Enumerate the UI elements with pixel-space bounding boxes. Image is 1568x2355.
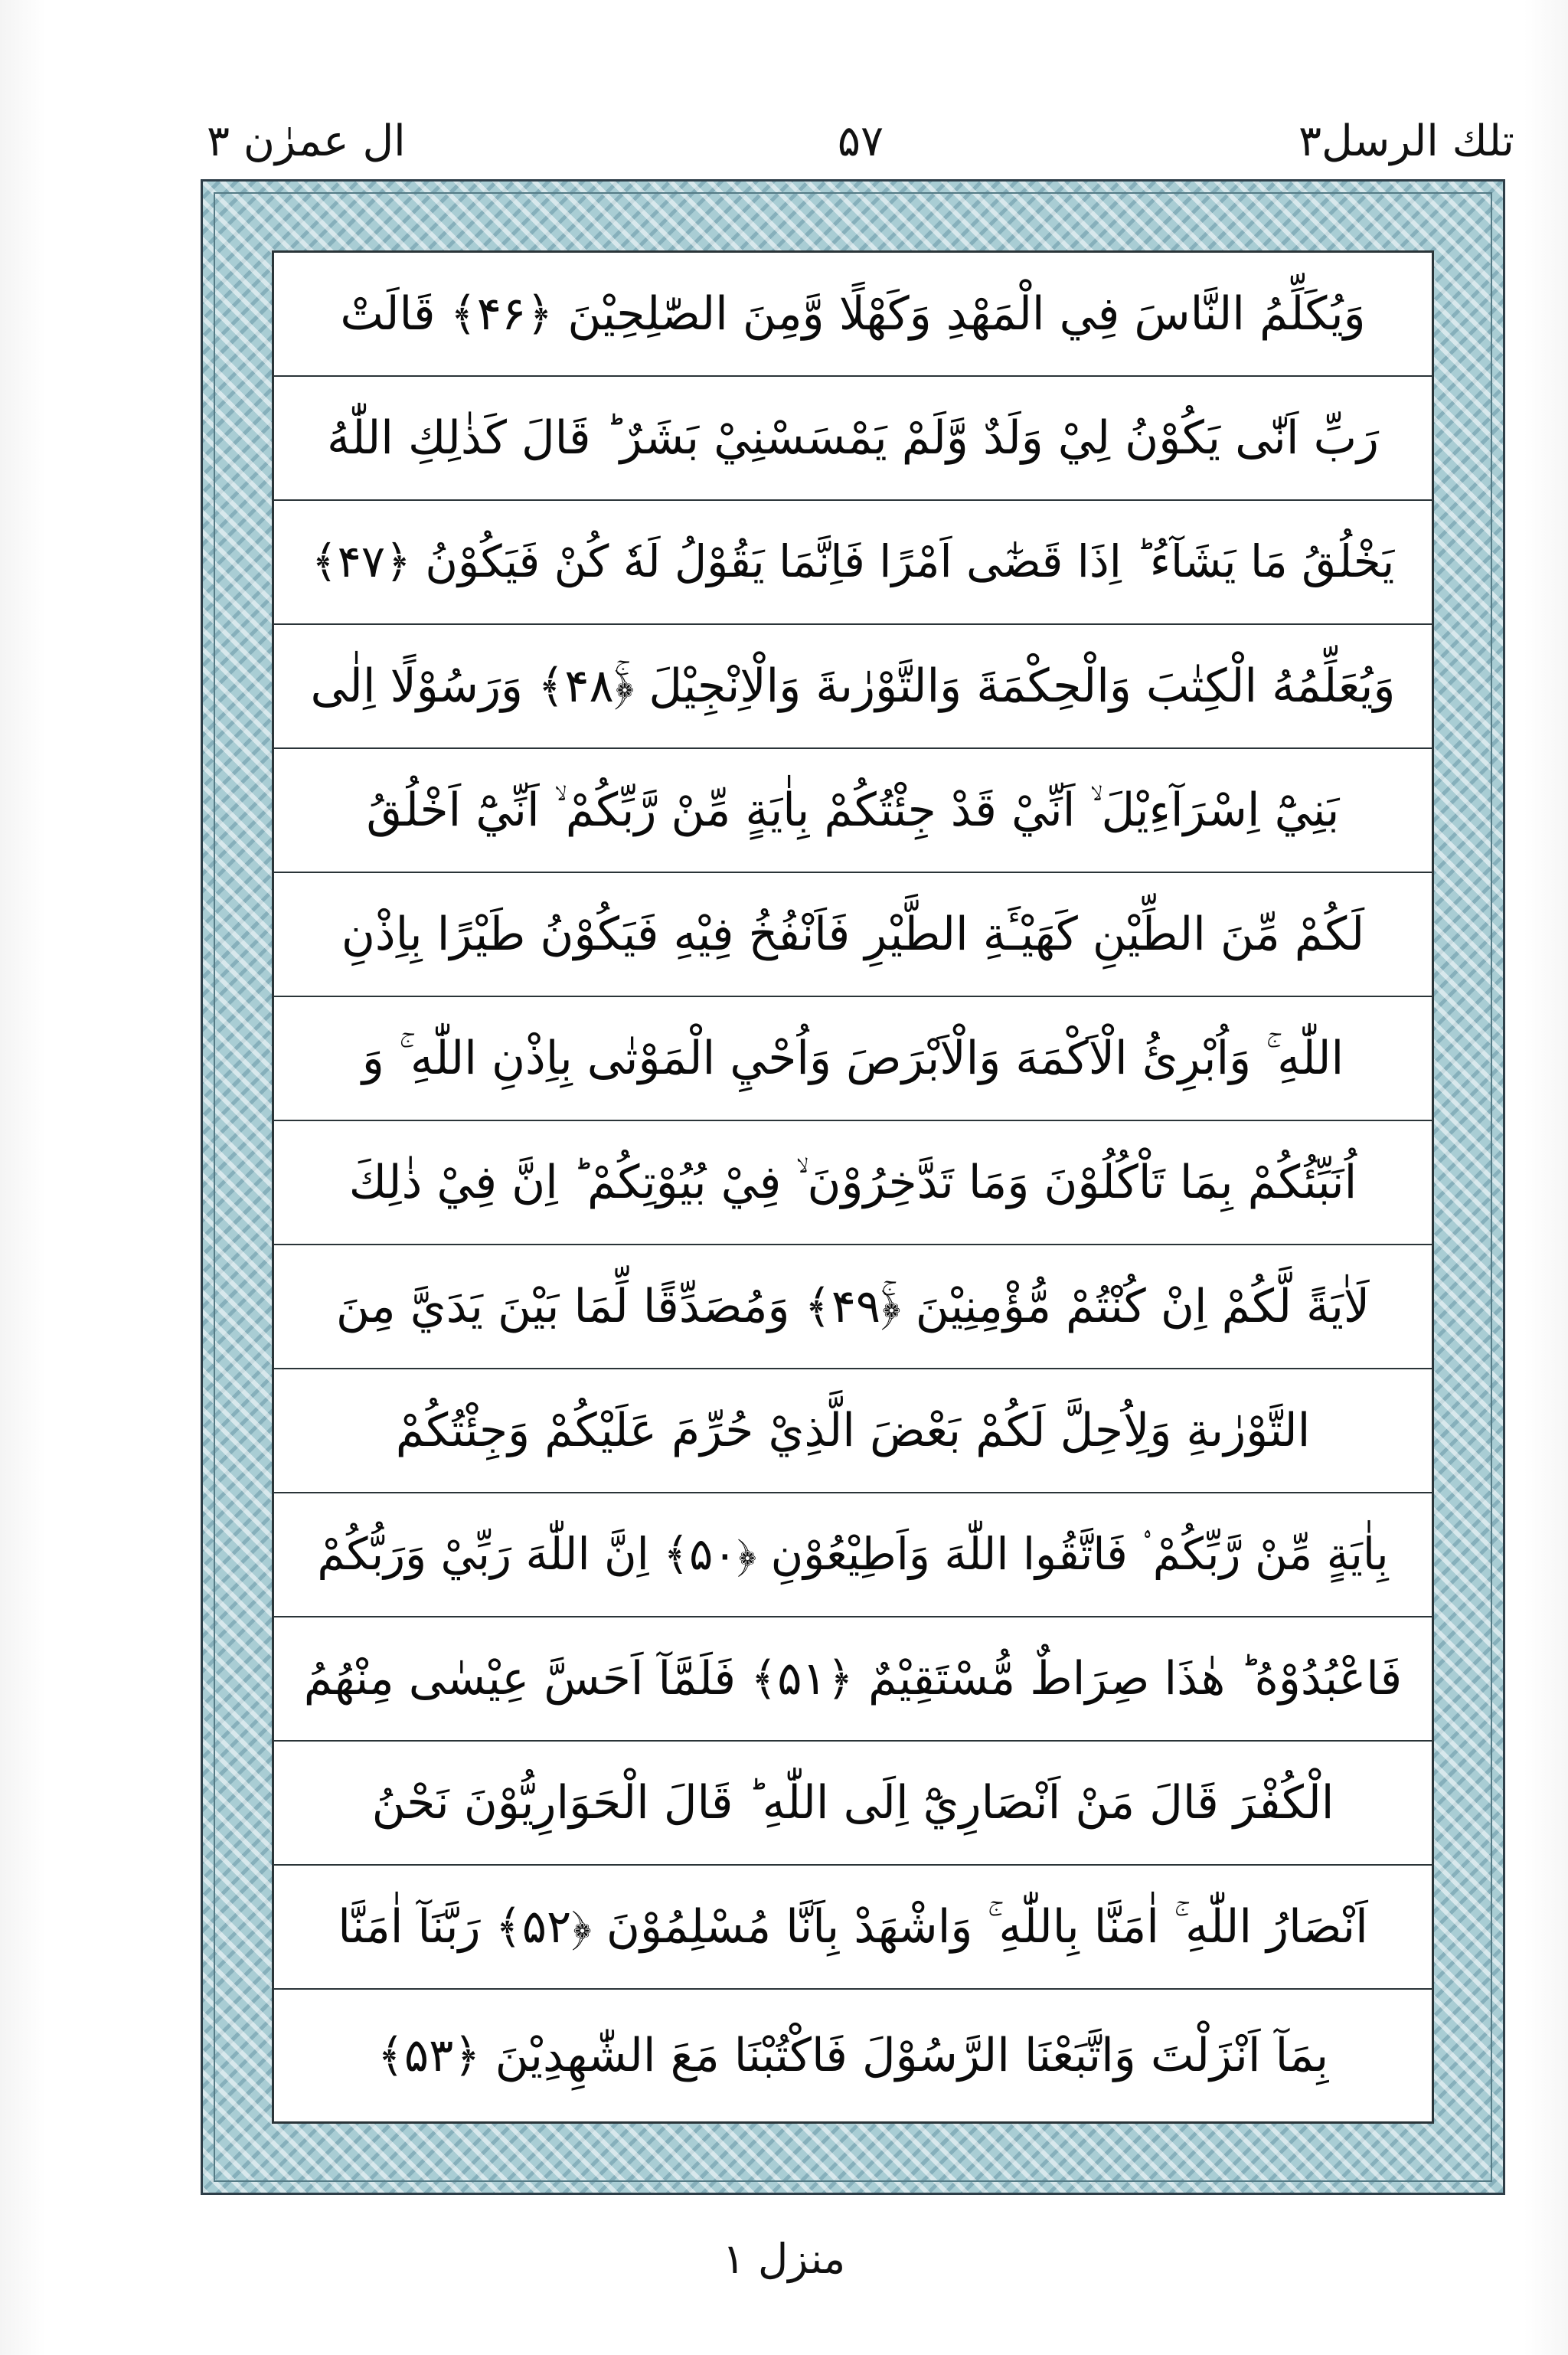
verse-line-text: بِمَآ اَنْزَلْتَ وَاتَّبَعْنَا الرَّسُوْلَ فَاكْتُبْنَا مَعَ الشّٰهِدِيْنَ ﴿۵۳﴾	[377, 2029, 1329, 2082]
juz-name: تلك الرسل٣	[1298, 116, 1514, 166]
verse-line	[274, 1369, 1432, 1493]
verse-line	[274, 1121, 1432, 1245]
verse-line	[274, 625, 1432, 749]
verse-line	[274, 1742, 1432, 1866]
verse-line-text: اللّٰهِ ۚ وَاُبْرِئُ الْاَكْمَهَ وَالْاَبْرَصَ وَاُحْيِ الْمَوْتٰى بِاِذْنِ اللّٰهِ ۚ وَ	[361, 1032, 1344, 1085]
verse-line	[274, 1617, 1432, 1742]
surah-name: ال عمرٰن ٣	[207, 116, 406, 166]
verse-line-text: لَاٰيَةً لَّكُمْ اِنْ كُنْتُمْ مُّؤْمِنِيْنَ ﴿ۚ۴۹﴾ وَمُصَدِّقًا لِّمَا بَيْنَ يَدَيَّ مِنَ	[335, 1280, 1370, 1333]
verse-line	[274, 749, 1432, 873]
page-footer	[0, 2225, 1568, 2294]
verse-line	[274, 377, 1432, 501]
verse-line-text: وَيُعَلِّمُهُ الْكِتٰبَ وَالْحِكْمَةَ وَالتَّوْرٰىةَ وَالْاِنْجِيْلَ ﴿ۚ۴۸﴾ وَرَسُوْلًا اِلٰى	[310, 659, 1396, 713]
verse-line-text: الْكُفْرَ قَالَ مَنْ اَنْصَارِيْٓ اِلَى اللّٰهِ ؕ قَالَ الْحَوَارِيُّوْنَ نَحْنُ	[371, 1776, 1334, 1830]
verse-line-text: فَاعْبُدُوْهُ ؕ هٰذَا صِرَاطٌ مُّسْتَقِيْمٌ ﴿۵۱﴾ فَلَمَّآ اَحَسَّ عِيْسٰى مِنْهُمُ	[303, 1652, 1403, 1706]
page-number: ۵۷	[837, 116, 884, 166]
verse-line	[274, 501, 1432, 625]
verse-line-text: التَّوْرٰىةِ وَلِاُحِلَّ لَكُمْ بَعْضَ الَّذِيْ حُرِّمَ عَلَيْكُمْ وَجِئْتُكُمْ	[395, 1404, 1311, 1457]
verse-line-text: بَنِيْٓ اِسْرَآءِيْلَ ۙ اَنِّيْ قَدْ جِئْتُكُمْ بِاٰيَةٍ مِّنْ رَّبِّكُمْ ۙ اَنِّيْٓ اَخْلُقُ	[366, 783, 1340, 837]
page-header	[207, 107, 1514, 176]
verse-line-text: اُنَبِّئُكُمْ بِمَا تَاْكُلُوْنَ وَمَا تَدَّخِرُوْنَ ۙ فِيْ بُيُوْتِكُمْ ؕ اِنَّ فِيْ ذٰلِكَ	[348, 1156, 1357, 1209]
text-panel	[272, 250, 1434, 2124]
manzil-label: منزل ١	[722, 2235, 846, 2283]
verse-line	[274, 1493, 1432, 1617]
verse-line-text: يَخْلُقُ مَا يَشَآءُ ؕ اِذَا قَضٰٓى اَمْرًا فَاِنَّمَا يَقُوْلُ لَهٗ كُنْ فَيَكُوْنُ ﴿۴۷﴾	[311, 535, 1395, 588]
verse-line-text: لَكُمْ مِّنَ الطِّيْنِ كَهَيْـَٔةِ الطَّيْرِ فَاَنْفُخُ فِيْهِ فَيَكُوْنُ طَيْرًا بِاِذْنِ	[341, 908, 1365, 961]
verse-lines	[274, 253, 1432, 2121]
decorative-border	[201, 179, 1505, 2195]
verse-line-text: وَيُكَلِّمُ النَّاسَ فِي الْمَهْدِ وَكَهْلًا وَّمِنَ الصّٰلِحِيْنَ ﴿۴۶﴾ قَالَتْ	[340, 287, 1366, 341]
verse-line-text: اَنْصَارُ اللّٰهِ ۚ اٰمَنَّا بِاللّٰهِ ۚ وَاشْهَدْ بِاَنَّا مُسْلِمُوْنَ ﴿۵۲﴾ رَبَّنَآ اٰمَنَّا	[338, 1900, 1368, 1954]
verse-line	[274, 1990, 1432, 2121]
verse-line-text: بِاٰيَةٍ مِّنْ رَّبِّكُمْ ۟ فَاتَّقُوا اللّٰهَ وَاَطِيْعُوْنِ ﴿۵۰﴾ اِنَّ اللّٰهَ رَبِّيْ وَرَبُّكُمْ	[317, 1528, 1389, 1581]
verse-line	[274, 873, 1432, 997]
verse-line	[274, 1866, 1432, 1990]
verse-line-text: رَبِّ اَنّٰى يَكُوْنُ لِيْ وَلَدٌ وَّلَمْ يَمْسَسْنِيْ بَشَرٌ ؕ قَالَ كَذٰلِكِ اللّٰهُ	[326, 411, 1380, 465]
verse-line	[274, 253, 1432, 377]
verse-line	[274, 1245, 1432, 1369]
verse-line	[274, 997, 1432, 1121]
